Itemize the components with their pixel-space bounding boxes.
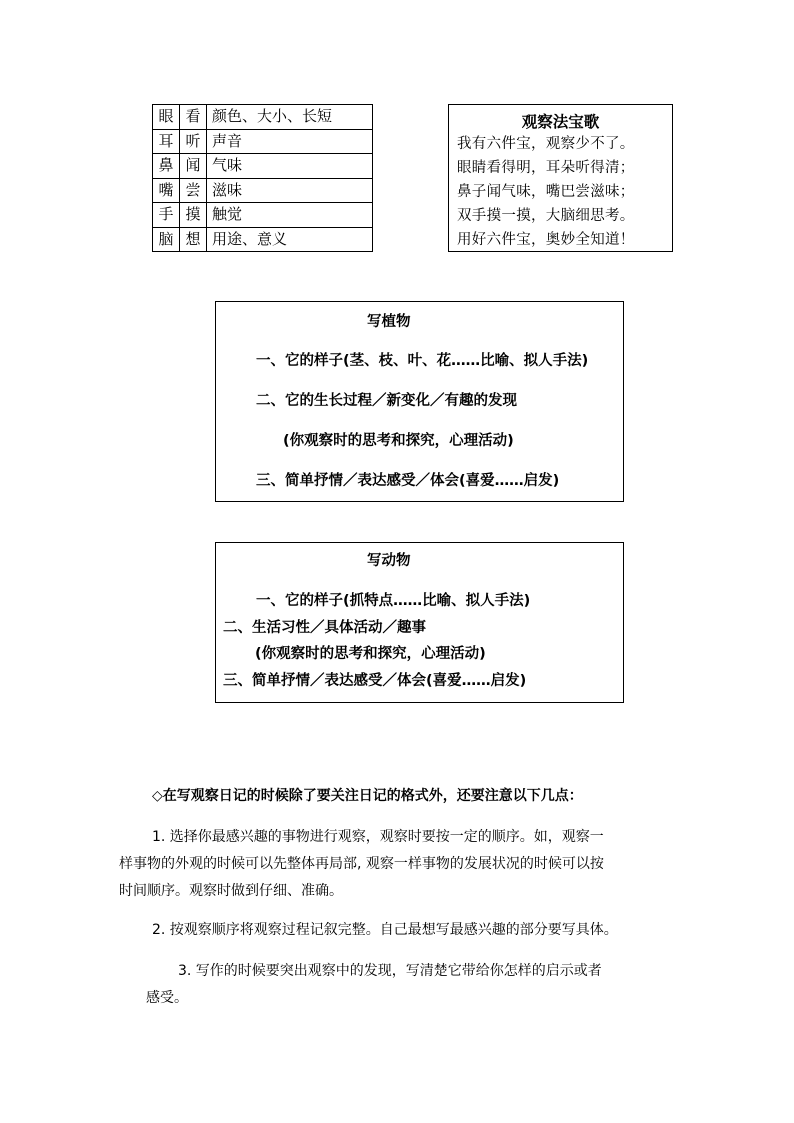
action-cell: 尝 [180,178,207,203]
table-row [153,105,373,130]
note-paragraph-line: 样事物的外观的时候可以先整体再局部, 观察一样事物的发展状况的时候可以按 [119,856,604,872]
organ-cell: 眼 [153,105,180,130]
action-cell: 看 [180,105,207,130]
note-paragraph-line: 3. 写作的时候要突出观察中的发现，写清楚它带给你怎样的启示或者 [178,963,602,979]
plant-box-line: 二、它的生长过程／新变化／有趣的发现 [256,393,517,409]
desc-cell: 声音 [207,129,373,154]
organ-cell: 耳 [153,129,180,154]
table-row [153,154,373,179]
desc-cell: 触觉 [207,203,373,228]
table-row [153,227,373,252]
action-cell: 摸 [180,203,207,228]
organ-cell: 脑 [153,227,180,252]
animal-box-line: 二、生活习性／具体活动／趣事 [223,620,426,636]
note-paragraph-line: 2. 按观察顺序将观察过程记叙完整。自己最想写最感兴趣的部分要写具体。 [152,922,618,938]
plant-box-line: 三、简单抒情／表达感受／体会(喜爱……启发) [256,473,560,489]
senses-table [152,104,373,252]
table-row [153,129,373,154]
desc-cell: 用途、意义 [207,227,373,252]
song-line: 用好六件宝，奥妙全知道！ [457,232,635,248]
plant-writing-box [215,301,624,502]
animal-box-line: 一、它的样子(抓特点……比喻、拟人手法) [256,593,531,609]
table-row [153,203,373,228]
action-cell: 闻 [180,154,207,179]
song-title: 观察法宝歌 [521,113,600,131]
desc-cell: 颜色、大小、长短 [207,105,373,130]
action-cell: 想 [180,227,207,252]
observation-song-box [448,104,673,252]
organ-cell: 嘴 [153,178,180,203]
desc-cell: 气味 [207,154,373,179]
song-line: 眼睛看得明，耳朵听得清； [457,160,635,176]
action-cell: 听 [180,129,207,154]
plant-box-line: 一、它的样子(茎、枝、叶、花……比喻、拟人手法) [256,353,589,369]
note-paragraph-line: 时间顺序。观察时做到仔细、准确。 [119,883,343,899]
note-paragraph-line: 1. 选择你最感兴趣的事物进行观察，观察时要按一定的顺序。如，观察一 [152,829,604,845]
plant-box-title: 写植物 [367,314,411,330]
notes-heading: ◇在写观察日记的时候除了要关注日记的格式外，还要注意以下几点： [152,788,583,804]
animal-box-title: 写动物 [367,553,411,569]
note-paragraph-line: 感受。 [146,990,188,1006]
organ-cell: 手 [153,203,180,228]
desc-cell: 滋味 [207,178,373,203]
animal-box-line: 三、简单抒情／表达感受／体会(喜爱……启发) [223,673,527,689]
organ-cell: 鼻 [153,154,180,179]
animal-box-line: (你观察时的思考和探究，心理活动) [255,646,486,662]
table-row [153,178,373,203]
song-line: 鼻子闻气味，嘴巴尝滋味； [457,184,635,200]
song-line: 我有六件宝，观察少不了。 [457,136,635,152]
song-line: 双手摸一摸，大脑细思考。 [457,208,635,224]
plant-box-line: (你观察时的思考和探究，心理活动) [283,433,514,449]
animal-writing-box [215,542,624,703]
